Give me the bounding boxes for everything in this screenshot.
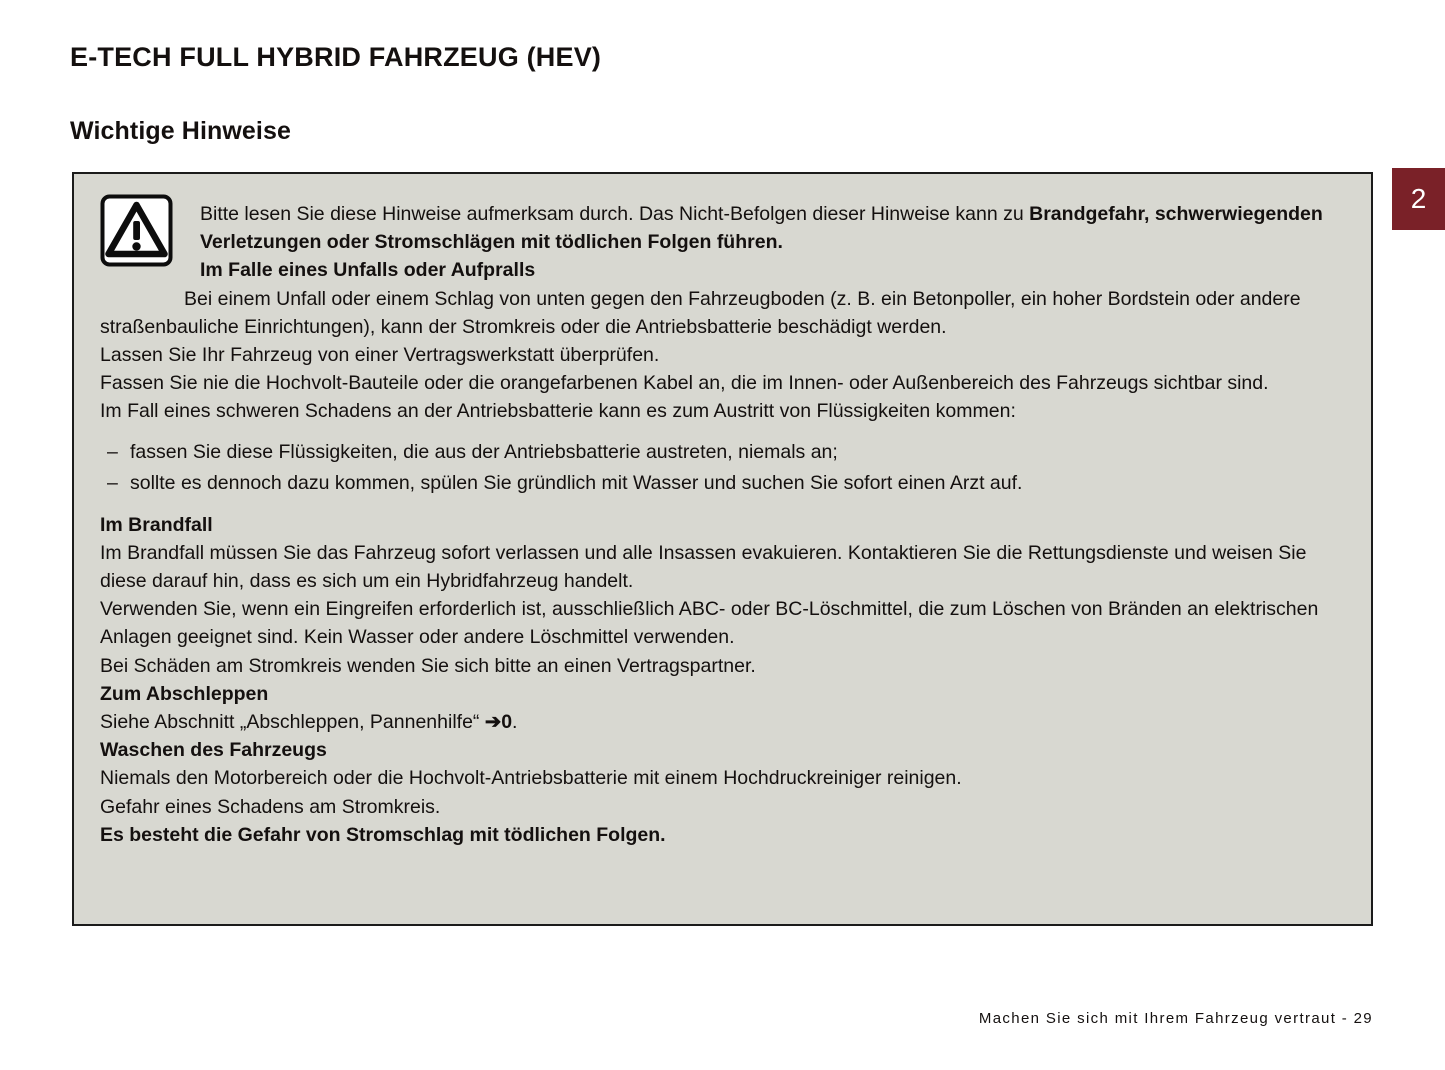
paragraph: Im Brandfall müssen Sie das Fahrzeug sofort verlassen und alle Insassen evakuieren. Kontaktieren Sie die Rettungsdienste und weisen Sie diese darauf hin, dass es sich um ein Hybridfahrzeug handelt. bbox=[100, 541, 1307, 593]
paragraph: Lassen Sie Ihr Fahrzeug von einer Vertragswerkstatt überprüfen. bbox=[100, 344, 660, 367]
list-item bbox=[100, 437, 1341, 468]
list-item bbox=[100, 468, 1341, 499]
paragraph: Verwenden Sie, wenn ein Eingreifen erforderlich ist, ausschließlich ABC- oder BC-Löschmittel, die zum Löschen von Bränden an elektrischen Anlagen geeignet sind. Kein Wasser oder andere Löschmittel verwenden. bbox=[100, 598, 1319, 649]
warning-intro-normal: Bitte lesen Sie diese Hinweise aufmerksam durch. Das Nicht-Befolgen dieser Hinweise kann zu bbox=[200, 203, 1030, 225]
section-accident-body bbox=[100, 285, 1341, 849]
electrocution-warning: Es besteht die Gefahr von Stromschlag mit tödlichen Folgen. bbox=[100, 823, 666, 846]
section-heading-washing: Waschen des Fahrzeugs bbox=[100, 739, 327, 762]
paragraph: Im Fall eines schweren Schadens an der Antriebsbatterie kann es zum Austritt von Flüssigkeiten kommen: bbox=[100, 400, 1016, 423]
towing-reference-prefix: Siehe Abschnitt „Abschleppen, Pannenhilfe“ bbox=[100, 711, 485, 734]
chapter-tab bbox=[1392, 168, 1445, 230]
page-title: E-TECH FULL HYBRID FAHRZEUG (HEV) bbox=[70, 42, 602, 72]
towing-reference bbox=[100, 708, 1341, 736]
footer-text: Machen Sie sich mit Ihrem Fahrzeug vertraut - 29 bbox=[978, 1010, 1373, 1027]
paragraph: Bei Schäden am Stromkreis wenden Sie sich bitte an einen Vertragspartner. bbox=[100, 654, 756, 677]
paragraph: Fassen Sie nie die Hochvolt-Bauteile oder die orangefarbenen Kabel an, die im Innen- oder Außenbereich des Fahrzeugs sichtbar sind. bbox=[100, 372, 1269, 395]
warning-box bbox=[72, 172, 1373, 926]
warning-triangle-icon bbox=[100, 194, 173, 267]
warning-intro-bold: Brandgefahr, schwerwiegenden Verletzungen oder Stromschlägen mit tödlichen Folgen führen. bbox=[200, 203, 1323, 254]
section-title: Wichtige Hinweise bbox=[70, 117, 291, 145]
list-item-text: fassen Sie diese Flüssigkeiten, die aus der Antriebsbatterie austreten, niemals an; bbox=[130, 440, 838, 463]
chapter-tab-number: 2 bbox=[1410, 183, 1427, 214]
towing-reference-suffix: . bbox=[512, 711, 518, 734]
list-item-text: sollte es dennoch dazu kommen, spülen Sie gründlich mit Wasser und suchen Sie sofort einen Arzt auf. bbox=[130, 471, 1023, 494]
dash-bullet-icon: – bbox=[107, 471, 118, 494]
arrow-right-icon: ➔ bbox=[484, 711, 502, 734]
paragraph: Bei einem Unfall oder einem Schlag von unten gegen den Fahrzeugboden (z. B. ein Betonpoller, ein hoher Bordstein oder andere straßenbauliche Einrichtungen), kann der Stromkreis oder die Antriebsbatterie beschädigt werden. bbox=[100, 287, 1301, 338]
paragraph: Gefahr eines Schadens am Stromkreis. bbox=[100, 795, 441, 818]
paragraph: Niemals den Motorbereich oder die Hochvolt-Antriebsbatterie mit einem Hochdruckreiniger reinigen. bbox=[100, 767, 962, 790]
dash-bullet-icon: – bbox=[107, 440, 118, 463]
warning-body bbox=[100, 200, 1341, 849]
warning-intro bbox=[200, 200, 1341, 285]
warning-intro-text bbox=[200, 200, 1341, 256]
towing-reference-page: 0 bbox=[501, 711, 513, 734]
section-heading-accident: Im Falle eines Unfalls oder Aufpralls bbox=[200, 259, 536, 282]
section-heading-fire: Im Brandfall bbox=[100, 513, 213, 536]
section-heading-towing: Zum Abschleppen bbox=[100, 682, 269, 705]
fluid-warning-list bbox=[100, 437, 1341, 499]
